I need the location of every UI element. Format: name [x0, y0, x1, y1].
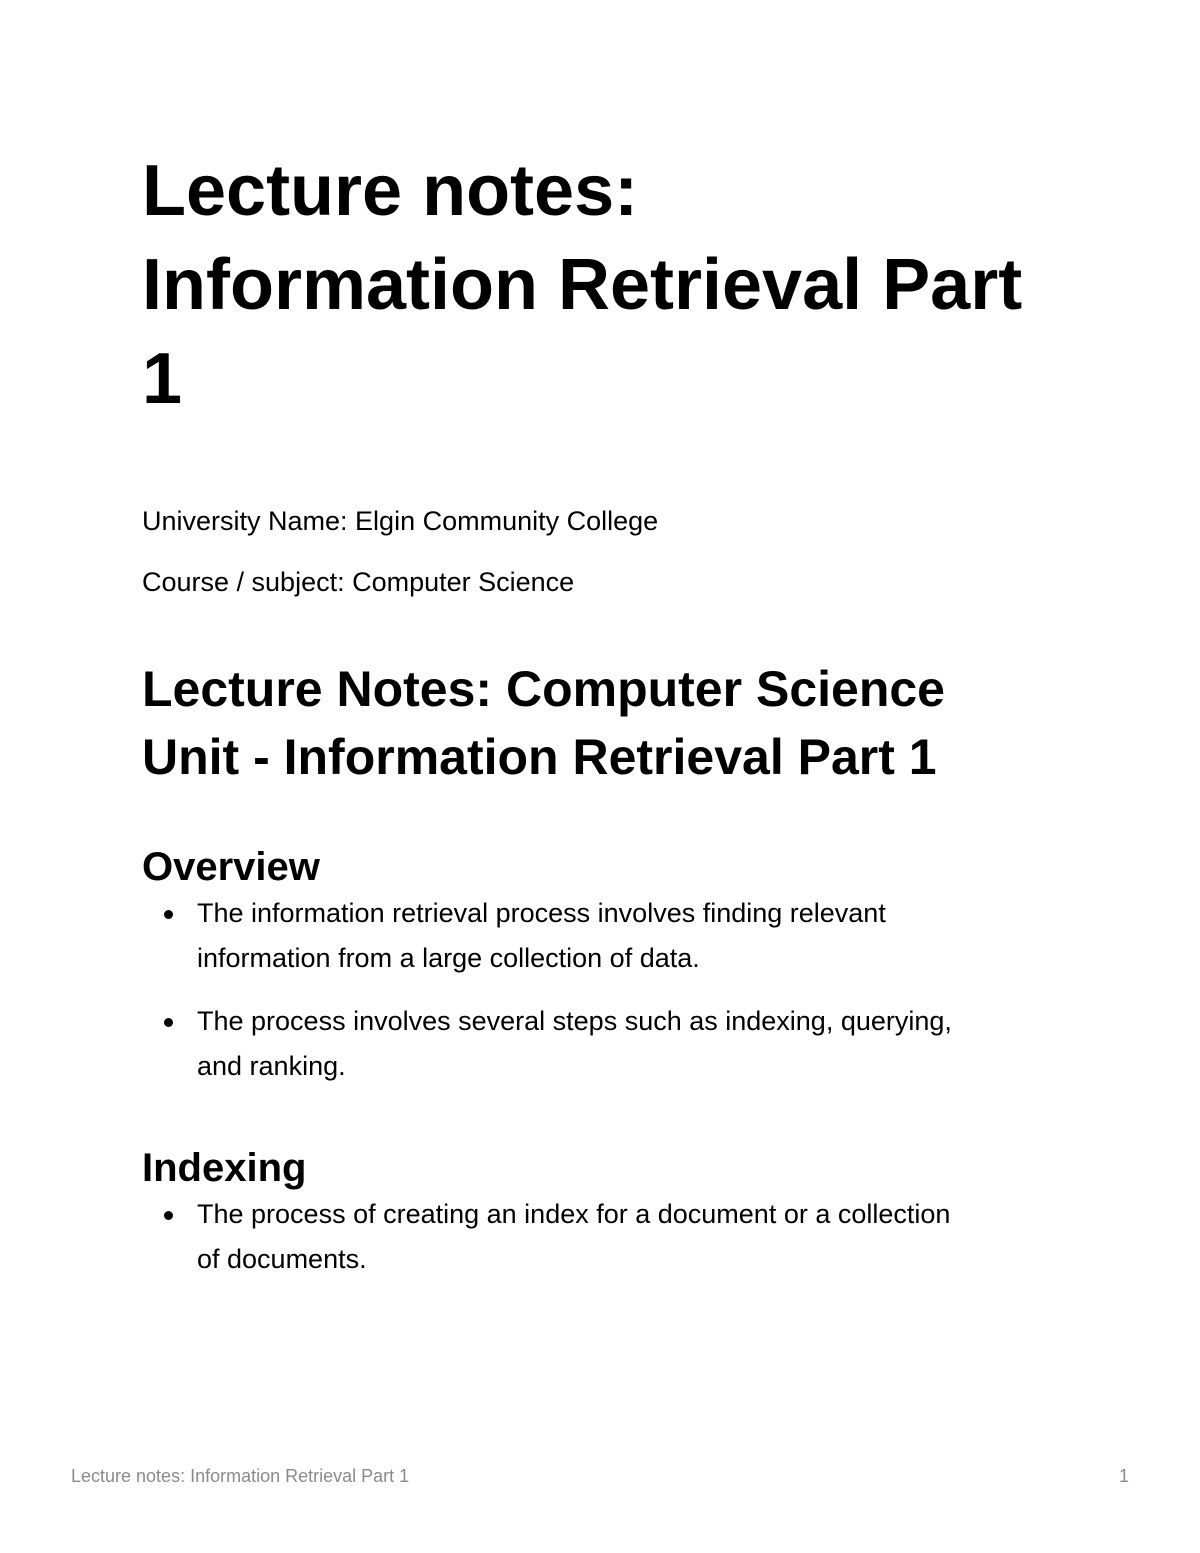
indexing-heading: Indexing — [142, 1146, 307, 1190]
list-item — [142, 999, 1072, 1089]
bullet-icon — [164, 1211, 173, 1220]
bullet-icon — [164, 1018, 173, 1027]
page-content — [142, 144, 1072, 1282]
overview-list — [142, 891, 1072, 1089]
list-item-line: The process of creating an index for a document or a collection — [197, 1199, 951, 1229]
list-item — [142, 891, 1072, 981]
list-item-line: The information retrieval process involves finding relevant — [197, 898, 886, 928]
university-name: University Name: Elgin Community College — [142, 506, 659, 536]
main-heading-line: Lecture Notes: Computer Science — [142, 661, 945, 717]
document-title-line: 1 — [142, 339, 183, 419]
footer-document-title: Lecture notes: Information Retrieval Part 1 — [71, 1466, 410, 1486]
document-title-line: Information Retrieval Part — [142, 245, 1023, 325]
indexing-list — [142, 1192, 1072, 1282]
list-item-line: of documents. — [197, 1244, 367, 1274]
bullet-icon — [164, 910, 173, 919]
list-item-line: information from a large collection of data. — [197, 943, 700, 973]
course-subject: Course / subject: Computer Science — [142, 567, 575, 597]
document-title — [142, 144, 1072, 426]
list-item — [142, 1192, 1072, 1282]
footer-page-number: 1 — [1118, 1466, 1129, 1486]
main-heading-line: Unit - Information Retrieval Part 1 — [142, 729, 937, 785]
list-item-line: The process involves several steps such as indexing, querying, — [197, 1006, 952, 1036]
document-title-line: Lecture notes: — [142, 151, 639, 231]
list-item-line: and ranking. — [197, 1051, 346, 1081]
overview-heading: Overview — [142, 845, 320, 889]
section-main-heading — [142, 655, 1072, 791]
